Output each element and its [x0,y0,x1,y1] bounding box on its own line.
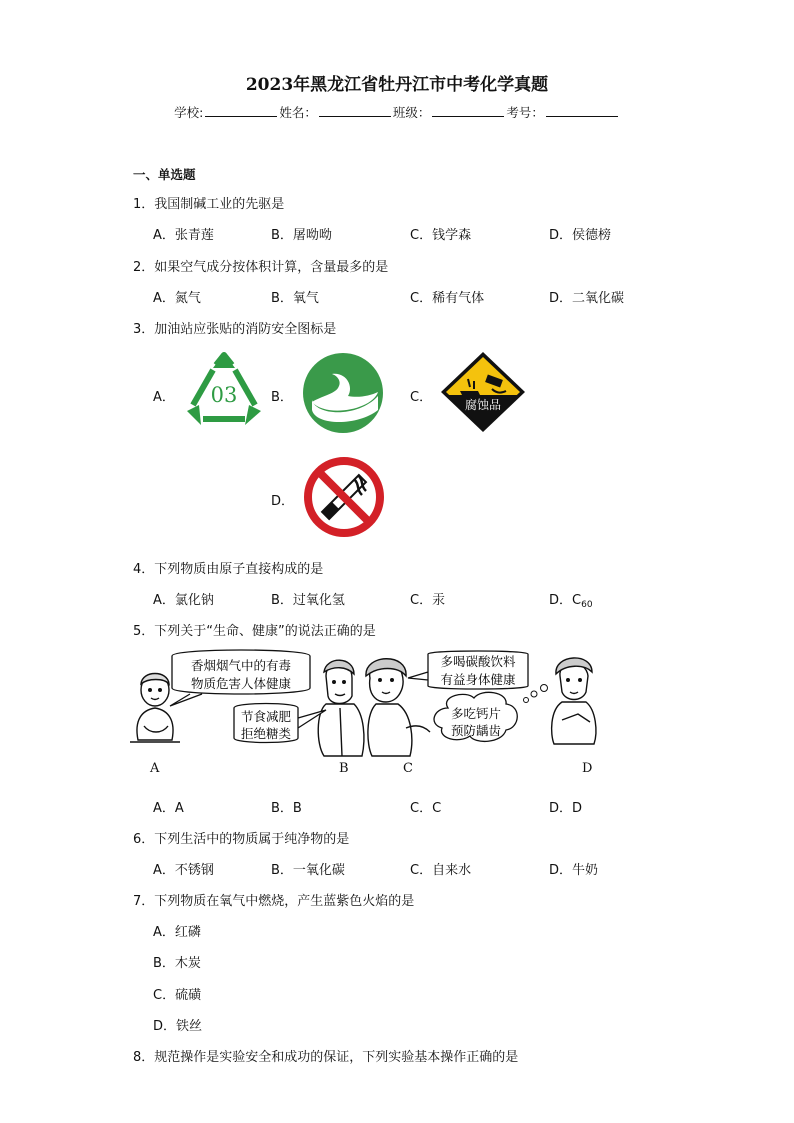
question-2: 2．如果空气成分按体积计算，含量最多的是 [133,260,389,275]
name-label: 姓名： [279,105,317,120]
school-blank[interactable] [205,104,277,117]
number-label: 考号： [506,105,544,120]
corrosive-label: 腐蚀品 [464,398,502,412]
q3-option-a[interactable]: A． [153,390,175,405]
page-title: 2023年黑龙江省牡丹江市中考化学真题 [245,75,549,95]
q2-option-a[interactable]: A．氮气 [153,291,201,306]
svg-text:节食减肥: 节食减肥 [240,709,292,724]
q4-option-b[interactable]: B．过氧化氢 [271,593,345,608]
number-blank[interactable] [546,104,618,117]
q4-option-a[interactable]: A．氯化钠 [153,593,214,608]
water-saving-icon [302,352,384,434]
no-smoking-icon [302,455,386,539]
figure-label-d: D [582,761,593,776]
student-info-line [0,103,794,121]
corrosive-icon [440,351,526,433]
svg-text:预防龋齿: 预防龋齿 [450,723,502,738]
person-c-illustration [366,659,430,756]
class-blank[interactable] [432,104,504,117]
c60-subscript: 60 [581,600,593,610]
figure-label-c: C [403,761,413,776]
q3-option-d[interactable]: D． [271,494,295,509]
svg-text:物质危害人体健康: 物质危害人体健康 [190,676,292,691]
name-blank[interactable] [319,104,391,117]
q6-option-d[interactable]: D．牛奶 [549,863,599,878]
svg-text:香烟烟气中的有毒: 香烟烟气中的有毒 [190,658,292,673]
svg-text:拒绝糖类: 拒绝糖类 [240,726,292,741]
figure-label-a: A [150,761,160,776]
question-8: 8．规范操作是实验安全和成功的保证，下列实验基本操作正确的是 [133,1050,519,1065]
q7-option-d[interactable]: D．铁丝 [153,1019,203,1034]
q1-option-c[interactable]: C．钱学森 [410,228,472,243]
q7-option-c[interactable]: C．硫磺 [153,988,202,1003]
person-b-illustration [318,660,364,756]
figure-label-b: B [339,761,349,776]
q4-option-c[interactable]: C．汞 [410,593,446,608]
q4-option-d[interactable]: D．$C_{60}$ [549,593,593,610]
q6-option-c[interactable]: C．自来水 [410,863,472,878]
question-7: 7．下列物质在氧气中燃烧，产生蓝紫色火焰的是 [133,894,415,909]
person-d-illustration [552,658,596,744]
question-1: 1．我国制碱工业的先驱是 [133,197,285,212]
q5-option-a[interactable]: A．A [153,801,184,816]
svg-text:有益身体健康: 有益身体健康 [440,672,516,687]
q6-option-a[interactable]: A．不锈钢 [153,863,214,878]
q2-option-c[interactable]: C．稀有气体 [410,291,485,306]
svg-text:多吃钙片: 多吃钙片 [450,706,502,721]
q5-option-d[interactable]: D．D [549,801,583,816]
class-label: 班级： [392,105,431,120]
q6-option-b[interactable]: B．一氧化碳 [271,863,345,878]
svg-text:多喝碳酸饮料: 多喝碳酸饮料 [440,654,516,669]
q7-option-a[interactable]: A．红磷 [153,925,201,940]
q1-option-a[interactable]: A．张青莲 [153,228,214,243]
q3-option-b[interactable]: B． [271,390,293,405]
school-label: 学校: [174,105,204,120]
question-4: 4．下列物质由原子直接构成的是 [133,562,324,577]
q2-option-b[interactable]: B．氧气 [271,291,319,306]
health-cartoon [130,648,600,758]
recycle-icon [183,353,265,431]
recycle-number: 03 [210,383,238,407]
q5-option-c[interactable]: C．C [410,801,442,816]
q5-option-b[interactable]: B．B [271,801,302,816]
section-heading: 一、单选题 [133,167,196,182]
q1-option-b[interactable]: B．屠呦呦 [271,228,332,243]
q7-option-b[interactable]: B．木炭 [153,956,201,971]
q1-option-d[interactable]: D．侯德榜 [549,228,612,243]
question-6: 6．下列生活中的物质属于纯净物的是 [133,832,350,847]
question-3: 3．加油站应张贴的消防安全图标是 [133,322,337,337]
q3-option-c[interactable]: C． [410,390,433,405]
q2-option-d[interactable]: D．二氧化碳 [549,291,625,306]
question-5: 5．下列关于“生命、健康”的说法正确的是 [133,624,376,639]
